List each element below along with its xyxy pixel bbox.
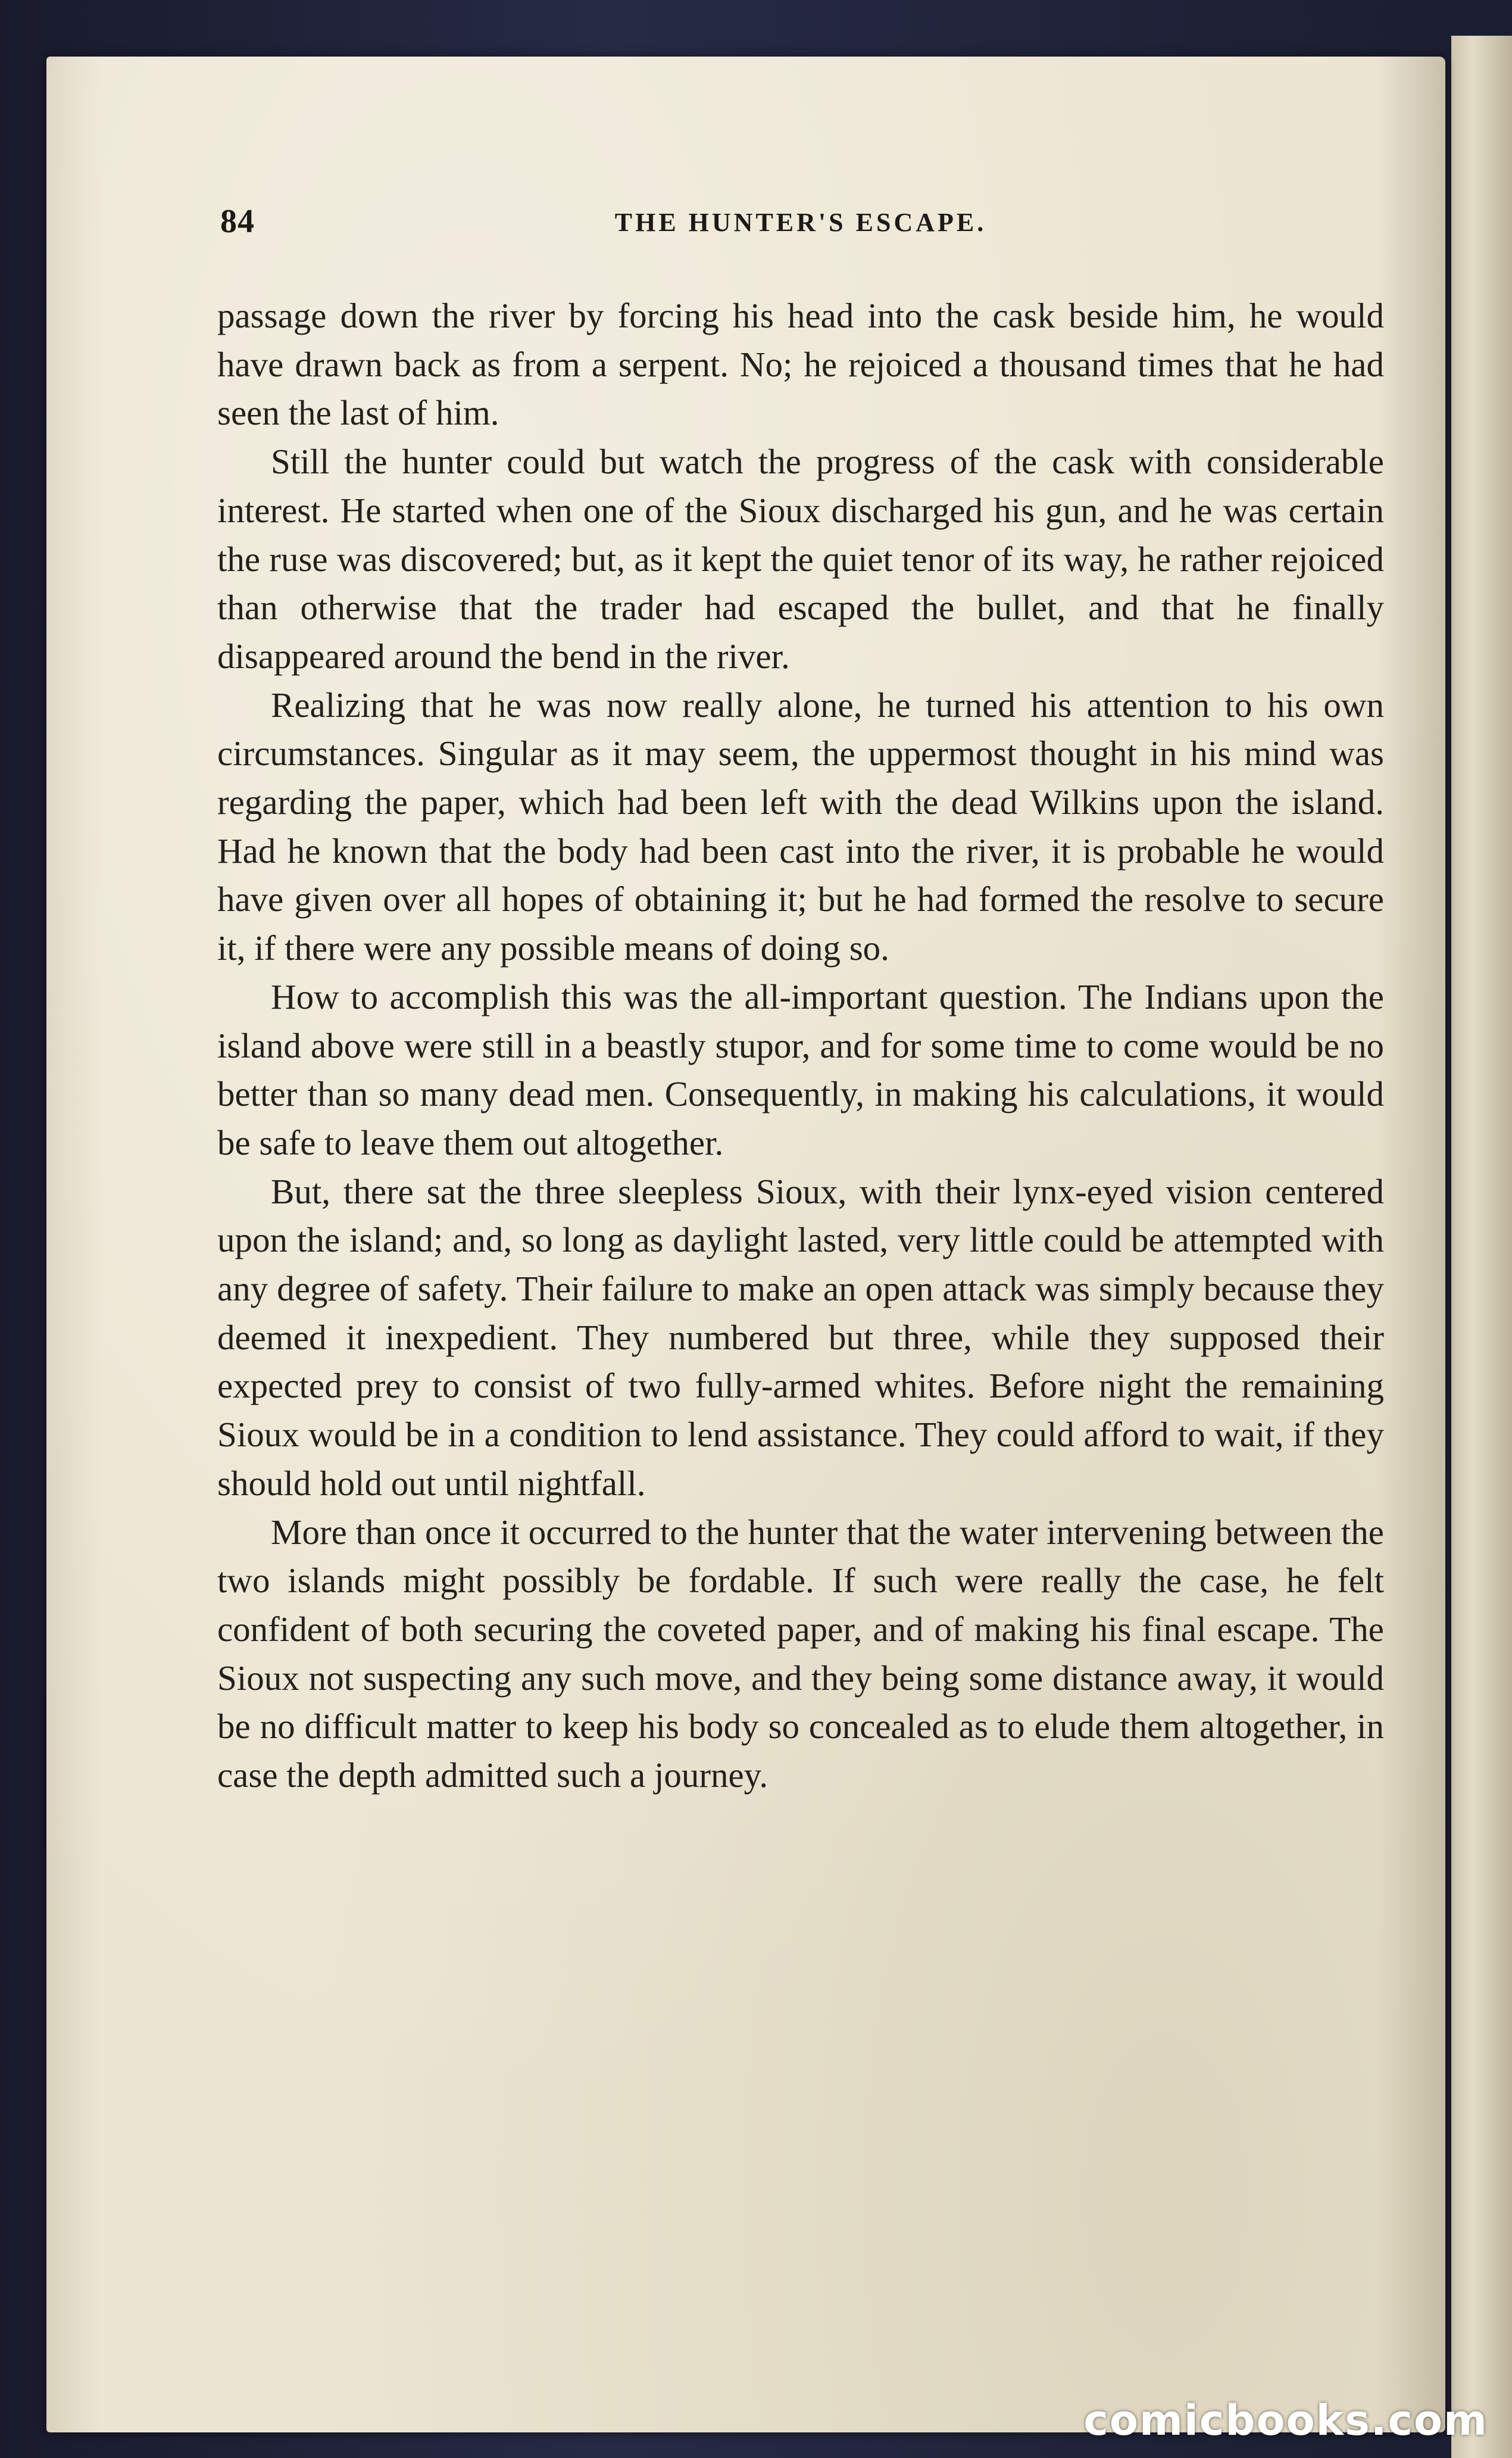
paragraph-5: But, there sat the three sleepless Sioux, with their lynx-eyed vision centered upon the island; and, so long as daylight lasted, very little could be attempted with any degree of safety. Their failure to make an open attack was simply because they deemed it inexpedient. They numbered but three, while they supposed their expected prey to consist of two fully-armed whites. Before night the remaining Sioux would be in a condition to lend assistance. They could afford to wait, if they should hold out until nightfall. <box>217 1171 1384 1503</box>
page-number: 84 <box>220 203 255 240</box>
paragraph-3: Realizing that he was now really alone, he turned his attention to his own circumstances. Singular as it may seem, the uppermost thought in his mind was regarding the paper, which had been left with the dead Wilkins upon the island. Had he known that the body had been cast into the river, it is probable he would have given over all hopes of obtaining it; but he had formed the resolve to secure it, if there were any possible means of doing so. <box>217 685 1384 968</box>
running-title: THE HUNTER'S ESCAPE. <box>614 208 987 237</box>
adjacent-page-edge <box>1451 36 1512 2458</box>
body-text <box>217 292 1384 1800</box>
paragraph-6: More than once it occurred to the hunter that the water intervening between the two islands might possibly be fordable. If such were really the case, he felt confident of both securing the coveted paper, and of making his final escape. The Sioux not suspecting any such move, and they being some distance away, it would be no difficult matter to keep his body so concealed as to elude them altogether, in case the depth admitted such a journey. <box>217 1512 1384 1795</box>
watermark: comicbooks.com <box>1083 2396 1488 2445</box>
paragraph-1: passage down the river by forcing his head into the cask beside him, he would have drawn back as from a serpent. No; he rejoiced a thousand times that he had seen the last of him. <box>217 296 1384 433</box>
running-head <box>220 202 1381 256</box>
paragraph-2: Still the hunter could but watch the progress of the cask with considerable interest. He started when one of the Sioux discharged his gun, and he was certain the ruse was discovered; but, as it kept the quiet tenor of its way, he rather rejoiced than otherwise that the trader had escaped the bullet, and that he finally disappeared around the bend in the river. <box>217 442 1384 676</box>
paragraph-4: How to accomplish this was the all-important question. The Indians upon the island above were still in a beastly stupor, and for some time to come would be no better than so many dead men. Consequently, in making his calculations, it would be safe to leave them out altogether. <box>217 977 1384 1162</box>
